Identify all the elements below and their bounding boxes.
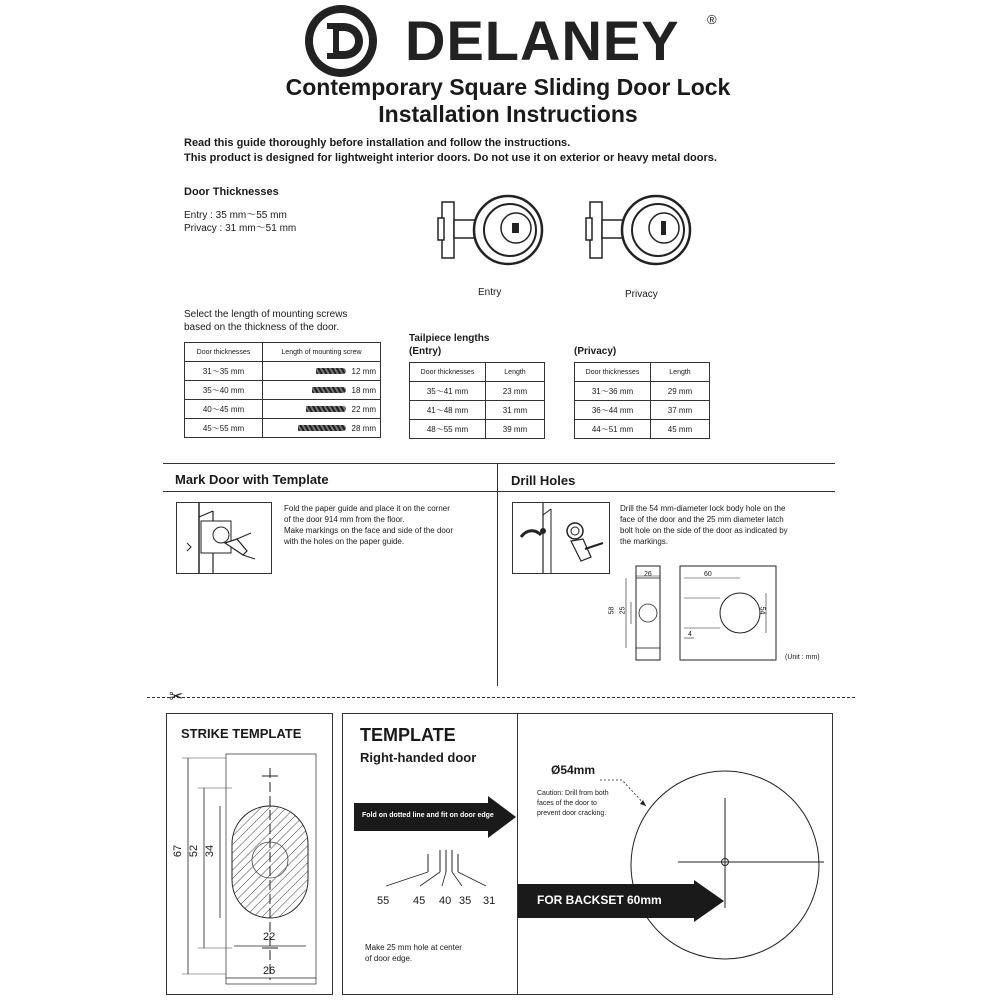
table-cell: 37 mm xyxy=(651,401,710,420)
backset-45: 45 xyxy=(413,895,426,907)
drill-dim-25: 25 xyxy=(619,606,627,615)
table-row xyxy=(185,362,381,381)
table-header-row xyxy=(185,343,381,362)
table-row xyxy=(575,420,710,439)
drill-dimension-diagram xyxy=(600,562,800,671)
backset-31: 31 xyxy=(483,895,496,907)
table-row xyxy=(410,382,545,401)
screw-length: 22 mm xyxy=(351,404,376,414)
strike-template-heading: STRIKE TEMPLATE xyxy=(181,726,302,741)
table-cell xyxy=(263,400,381,419)
drill-dim-54: 54 xyxy=(758,606,766,615)
section-divider xyxy=(163,463,835,464)
mark-door-text: Fold the paper guide and place it on the corner of the door 914 mm from the floor. Make markings on the face and side of the door with the holes on the paper guide. xyxy=(284,504,453,546)
table-header-row xyxy=(575,363,710,382)
mark-door-illustration xyxy=(176,502,272,574)
entry-lock-illustration xyxy=(434,190,544,275)
section-divider xyxy=(163,491,835,492)
table-header-cell: Door thicknesses xyxy=(410,363,486,382)
privacy-lock-illustration xyxy=(582,190,692,275)
drill-holes-text: Drill the 54 mm-diameter lock body hole on the face of the door and the 25 mm diameter latch bolt hole on the side of the door as indicated by the markings. xyxy=(620,504,788,546)
table-cell: 35〜40 mm xyxy=(185,381,263,400)
mark-door-heading: Mark Door with Template xyxy=(175,472,329,487)
table-row xyxy=(575,401,710,420)
door-thickness-heading: Door Thicknesses xyxy=(184,186,279,198)
delaney-logo-icon xyxy=(303,3,379,79)
table-row xyxy=(185,400,381,419)
fold-arrow xyxy=(354,796,518,843)
table-cell xyxy=(263,419,381,438)
drill-dim-60: 60 xyxy=(704,571,712,578)
tailpiece-privacy-table xyxy=(574,362,710,439)
door-thickness-privacy: Privacy : 31 mm〜51 mm xyxy=(184,223,297,234)
backset-35: 35 xyxy=(459,895,472,907)
tailpiece-entry-heading: (Entry) xyxy=(409,346,442,357)
screw-length: 28 mm xyxy=(351,423,376,433)
table-cell: 31 mm xyxy=(486,401,545,420)
table-cell xyxy=(263,381,381,400)
drill-holes-heading: Drill Holes xyxy=(511,473,576,488)
table-cell: 39 mm xyxy=(486,420,545,439)
caution-note: Caution: Drill from both faces of the door to prevent door cracking. xyxy=(537,790,609,817)
table-cell: 36〜44 mm xyxy=(575,401,651,420)
brand-name: DELANEY xyxy=(405,9,680,72)
door-thickness-entry: Entry : 35 mm〜55 mm xyxy=(184,210,287,221)
table-header-cell: Length of mounting screw xyxy=(263,343,381,362)
drill-dim-26: 26 xyxy=(644,571,652,578)
table-row xyxy=(410,401,545,420)
drill-holes-illustration xyxy=(512,502,610,574)
backset-label: FOR BACKSET 60mm xyxy=(537,893,662,907)
backset-leaders xyxy=(380,848,500,899)
table-row xyxy=(410,420,545,439)
tailpiece-entry-table xyxy=(409,362,545,439)
registered-mark: ® xyxy=(707,12,717,27)
strike-dim-52: 52 xyxy=(188,844,201,858)
strike-dim-67: 67 xyxy=(172,844,185,858)
entry-label: Entry xyxy=(478,287,502,298)
hole-note: Make 25 mm hole at center of door edge. xyxy=(365,943,462,963)
intro-line-1: Read this guide thoroughly before installation and follow the instructions. xyxy=(184,137,571,149)
privacy-label: Privacy xyxy=(625,289,658,300)
cut-line xyxy=(147,697,855,698)
drill-unit: (Unit : mm) xyxy=(785,654,820,661)
screw-instruction: Select the length of mounting screws based on the thickness of the door. xyxy=(184,309,348,333)
scissors-icon: ✂ xyxy=(169,687,184,706)
screw-icon xyxy=(298,425,346,431)
table-header-cell: Door thicknesses xyxy=(575,363,651,382)
strike-template-diagram xyxy=(176,748,326,993)
backset-55: 55 xyxy=(377,895,390,907)
door-edge-fold-line xyxy=(517,713,518,995)
template-heading: TEMPLATE xyxy=(360,725,456,745)
tailpiece-heading: Tailpiece lengths xyxy=(409,333,490,344)
fold-label: Fold on dotted line and fit on door edge xyxy=(362,812,494,819)
drill-dim-58: 58 xyxy=(608,606,616,615)
table-cell: 45 mm xyxy=(651,420,710,439)
table-header-row xyxy=(410,363,545,382)
strike-dim-22: 22 xyxy=(263,931,276,943)
table-cell: 31〜36 mm xyxy=(575,382,651,401)
table-header-cell: Length xyxy=(486,363,545,382)
table-cell: 35〜41 mm xyxy=(410,382,486,401)
strike-dim-34: 34 xyxy=(204,844,217,858)
screw-icon xyxy=(316,368,346,374)
diameter-label: Ø54mm xyxy=(551,763,596,777)
backset-40: 40 xyxy=(439,895,452,907)
strike-dim-26: 26 xyxy=(263,965,276,977)
table-row xyxy=(185,419,381,438)
table-cell: 41〜48 mm xyxy=(410,401,486,420)
screw-length: 18 mm xyxy=(351,385,376,395)
table-cell: 31〜35 mm xyxy=(185,362,263,381)
table-cell: 45〜55 mm xyxy=(185,419,263,438)
screw-length: 12 mm xyxy=(351,366,376,376)
table-row xyxy=(185,381,381,400)
caution-leader xyxy=(600,776,660,817)
brand-logo xyxy=(303,3,379,79)
intro-line-2: This product is designed for lightweight interior doors. Do not use it on exterior or heavy metal doors. xyxy=(184,152,717,164)
screw-icon xyxy=(312,387,346,393)
screw-table xyxy=(184,342,381,438)
page-title: Contemporary Square Sliding Door Lock xyxy=(285,74,731,100)
section-divider xyxy=(497,463,498,686)
table-cell: 48〜55 mm xyxy=(410,420,486,439)
table-cell: 23 mm xyxy=(486,382,545,401)
table-cell: 44〜51 mm xyxy=(575,420,651,439)
screw-icon xyxy=(306,406,346,412)
drill-dim-4: 4 xyxy=(688,631,692,638)
table-header-cell: Length xyxy=(651,363,710,382)
table-cell xyxy=(263,362,381,381)
template-subheading: Right-handed door xyxy=(360,750,477,765)
table-cell: 40〜45 mm xyxy=(185,400,263,419)
table-row xyxy=(575,382,710,401)
table-header-cell: Door thicknesses xyxy=(185,343,263,362)
table-cell: 29 mm xyxy=(651,382,710,401)
page-subtitle: Installation Instructions xyxy=(378,101,638,127)
tailpiece-privacy-heading: (Privacy) xyxy=(574,346,617,357)
